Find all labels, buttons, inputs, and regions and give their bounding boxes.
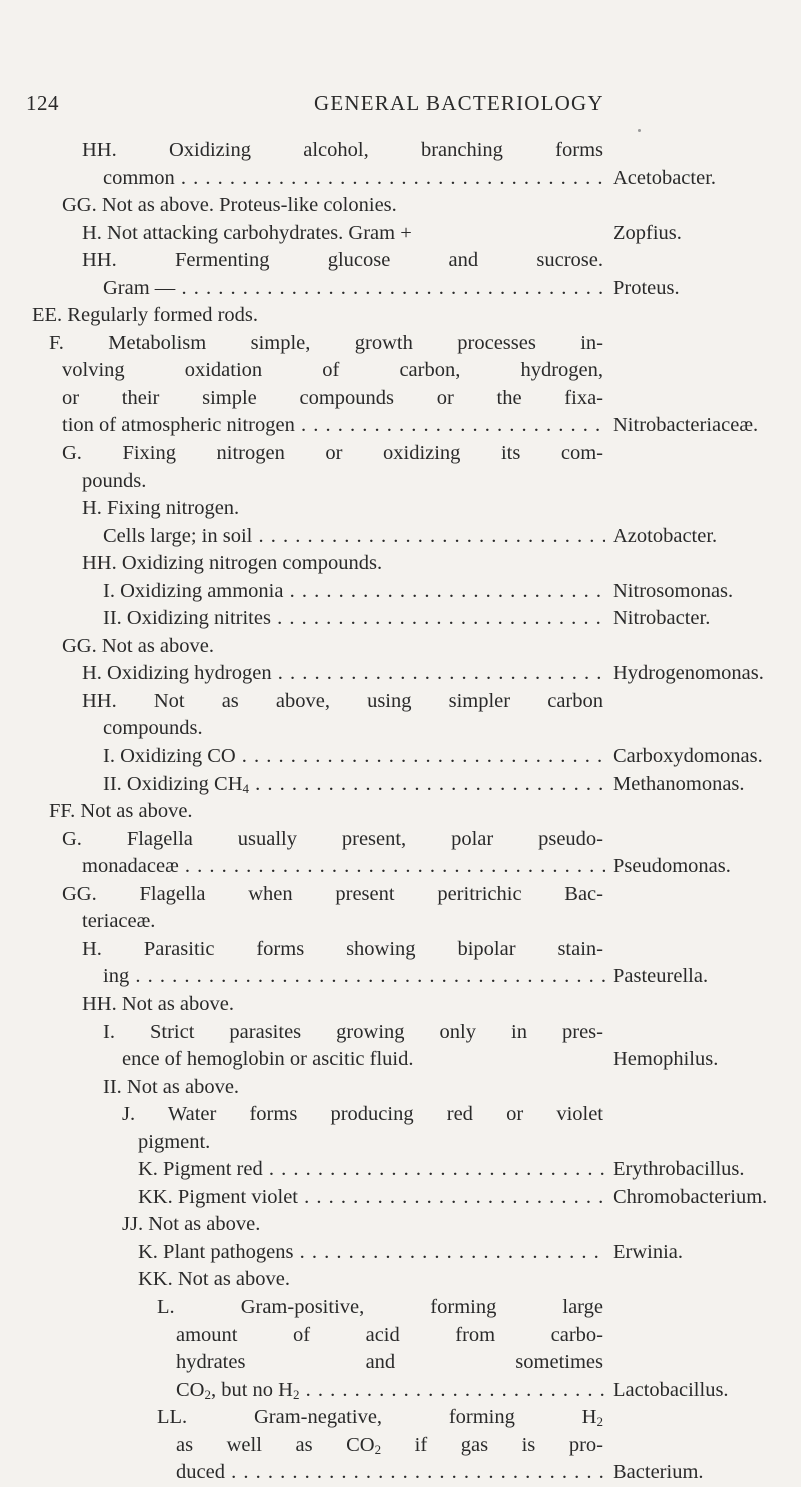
key-line bbox=[0, 302, 801, 330]
key-line bbox=[0, 991, 801, 1019]
key-text: H. Parasitic forms showing bipolar stain- bbox=[82, 937, 603, 960]
genus-name: Acetobacter. bbox=[609, 165, 716, 193]
key-text: if gas is pro- bbox=[381, 1433, 603, 1456]
key-line bbox=[0, 165, 801, 193]
key-line bbox=[0, 275, 801, 303]
genus-name: Nitrosomonas. bbox=[609, 578, 733, 606]
key-line-text bbox=[82, 660, 605, 688]
key-line bbox=[0, 1266, 801, 1294]
key-line bbox=[0, 357, 801, 385]
key-line bbox=[0, 1322, 801, 1350]
key-text: hydrates and sometimes bbox=[176, 1351, 603, 1374]
key-text: HH. Oxidizing alcohol, branching forms bbox=[82, 139, 603, 161]
classification-key bbox=[0, 137, 801, 1487]
subscript: 2 bbox=[596, 1414, 603, 1430]
key-line bbox=[0, 523, 801, 551]
key-line bbox=[0, 1129, 801, 1157]
key-line-text bbox=[49, 330, 603, 358]
genus-name: Hemophilus. bbox=[609, 1046, 718, 1074]
key-line bbox=[0, 1211, 801, 1239]
genus-name: Carboxydomonas. bbox=[609, 743, 763, 771]
key-line bbox=[0, 578, 801, 606]
key-text: L. Gram-positive, forming large bbox=[157, 1295, 603, 1318]
key-line-text bbox=[82, 853, 605, 881]
ink-speck bbox=[638, 129, 641, 132]
key-text: II. Oxidizing nitrites bbox=[103, 607, 271, 630]
key-line-text bbox=[49, 798, 193, 826]
key-text: CO bbox=[176, 1378, 205, 1401]
key-line-text bbox=[82, 137, 603, 165]
key-text: I. Strict parasites growing only in pres- bbox=[103, 1020, 603, 1043]
key-line-text bbox=[62, 385, 603, 413]
key-line-text bbox=[176, 1377, 605, 1405]
running-title: GENERAL BACTERIOLOGY bbox=[314, 91, 604, 115]
key-line bbox=[0, 137, 801, 165]
key-line bbox=[0, 495, 801, 523]
key-line bbox=[0, 1377, 801, 1405]
key-text: teriaceæ. bbox=[82, 910, 156, 933]
key-text: GG. Not as above. Proteus-like colonies. bbox=[62, 194, 397, 217]
key-line-text bbox=[62, 412, 605, 440]
key-line bbox=[0, 771, 801, 799]
key-line-text bbox=[103, 963, 605, 991]
key-line-text bbox=[62, 881, 603, 909]
key-line bbox=[0, 881, 801, 909]
key-line-text bbox=[82, 991, 234, 1019]
key-line-text bbox=[157, 1404, 603, 1432]
genus-name: Zopfius. bbox=[609, 220, 682, 248]
key-line bbox=[0, 330, 801, 358]
key-line bbox=[0, 385, 801, 413]
key-line-text bbox=[103, 605, 605, 633]
key-text: HH. Oxidizing nitrogen compounds. bbox=[82, 552, 383, 575]
key-line bbox=[0, 743, 801, 771]
key-line-text bbox=[82, 688, 603, 716]
key-text: LL. Gram-negative, forming H bbox=[157, 1406, 597, 1429]
key-line bbox=[0, 660, 801, 688]
key-text: K. Pigment red bbox=[138, 1158, 263, 1181]
key-line-text bbox=[62, 440, 603, 468]
key-line bbox=[0, 192, 801, 220]
key-line bbox=[0, 1184, 801, 1212]
key-line-text bbox=[122, 1046, 413, 1074]
key-line bbox=[0, 963, 801, 991]
key-line bbox=[0, 853, 801, 881]
key-text: II. Oxidizing CH bbox=[103, 772, 243, 795]
key-line-text bbox=[103, 523, 605, 551]
genus-name: Lactobacillus. bbox=[609, 1377, 729, 1405]
key-text: JJ. Not as above. bbox=[122, 1213, 261, 1236]
genus-name: Nitrobacteriaceæ. bbox=[609, 412, 758, 440]
key-text: FF. Not as above. bbox=[49, 800, 193, 823]
key-line bbox=[0, 1019, 801, 1047]
key-line-text bbox=[138, 1266, 290, 1294]
key-line bbox=[0, 715, 801, 743]
genus-name: Hydrogenomonas. bbox=[609, 660, 764, 688]
page-header bbox=[26, 91, 666, 121]
key-line bbox=[0, 936, 801, 964]
key-text: GG. Flagella when present peritrichic Bac- bbox=[62, 882, 603, 905]
key-line-text bbox=[157, 1294, 603, 1322]
key-text: HH. Not as above. bbox=[82, 992, 235, 1015]
key-text: GG. Not as above. bbox=[62, 634, 215, 657]
key-line bbox=[0, 440, 801, 468]
key-text: HH. Not as above, using simpler carbon bbox=[82, 689, 603, 712]
subscript: 4 bbox=[242, 780, 249, 796]
key-text: H. Not attacking carbohydrates. Gram + bbox=[82, 221, 412, 244]
key-line-text bbox=[32, 302, 258, 330]
key-line bbox=[0, 1074, 801, 1102]
key-line-text bbox=[82, 550, 382, 578]
subscript: 2 bbox=[374, 1441, 382, 1457]
key-line bbox=[0, 220, 801, 248]
key-line-text bbox=[138, 1239, 605, 1267]
key-text: tion of atmospheric nitrogen bbox=[62, 414, 295, 437]
key-text: pounds. bbox=[82, 469, 147, 492]
key-line bbox=[0, 468, 801, 496]
subscript: 2 bbox=[204, 1386, 211, 1402]
key-line bbox=[0, 688, 801, 716]
key-line bbox=[0, 633, 801, 661]
key-line-text bbox=[62, 357, 603, 385]
key-line-text bbox=[82, 495, 239, 523]
key-text: HH. Fermenting glucose and sucrose. bbox=[82, 249, 603, 272]
subscript: 2 bbox=[292, 1386, 300, 1402]
key-text: amount of acid from carbo- bbox=[176, 1323, 603, 1346]
key-line-text bbox=[82, 936, 603, 964]
key-line bbox=[0, 1404, 801, 1432]
genus-name: Pseudomonas. bbox=[609, 853, 731, 881]
key-text: I. Oxidizing ammonia bbox=[103, 579, 284, 602]
key-text: monadaceæ bbox=[82, 855, 179, 878]
key-line-text bbox=[82, 468, 146, 496]
key-line-text bbox=[103, 743, 605, 771]
key-line-text bbox=[138, 1129, 210, 1157]
key-text: volving oxidation of carbon, hydrogen, bbox=[62, 359, 603, 382]
key-line bbox=[0, 1459, 801, 1487]
key-line bbox=[0, 826, 801, 854]
key-line-text bbox=[122, 1101, 603, 1129]
key-text: KK. Not as above. bbox=[138, 1268, 291, 1291]
key-line-text bbox=[176, 1322, 603, 1350]
key-text: ing bbox=[103, 965, 130, 988]
key-text: G. Fixing nitrogen or oxidizing its com- bbox=[62, 442, 603, 465]
key-text: common bbox=[103, 166, 175, 189]
key-line bbox=[0, 798, 801, 826]
key-line-text bbox=[103, 1019, 603, 1047]
key-line-text bbox=[103, 165, 605, 193]
key-text: F. Metabolism simple, growth processes in- bbox=[49, 331, 603, 354]
key-text: KK. Pigment violet bbox=[138, 1185, 299, 1208]
key-line bbox=[0, 550, 801, 578]
genus-name: Azotobacter. bbox=[609, 523, 717, 551]
key-text: I. Oxidizing CO bbox=[103, 745, 236, 768]
key-text: H. Fixing nitrogen. bbox=[82, 497, 240, 520]
genus-name: Erwinia. bbox=[609, 1239, 683, 1267]
key-line-text bbox=[176, 1432, 603, 1460]
key-line bbox=[0, 412, 801, 440]
key-line-text bbox=[82, 220, 412, 248]
genus-name: Nitrobacter. bbox=[609, 605, 710, 633]
key-text: , but no H bbox=[210, 1378, 293, 1401]
key-text: as well as CO bbox=[176, 1433, 375, 1456]
key-line-text bbox=[103, 1074, 239, 1102]
key-line-text bbox=[138, 1184, 605, 1212]
key-text: compounds. bbox=[103, 717, 203, 740]
key-line bbox=[0, 908, 801, 936]
genus-name: Bacterium. bbox=[609, 1459, 704, 1487]
key-text: H. Oxidizing hydrogen bbox=[82, 662, 272, 685]
key-line-text bbox=[103, 275, 605, 303]
key-text: J. Water forms producing red or violet bbox=[122, 1103, 603, 1126]
key-line bbox=[0, 1239, 801, 1267]
key-text: Cells large; in soil bbox=[103, 524, 253, 547]
key-line bbox=[0, 1432, 801, 1460]
key-text: duced bbox=[176, 1461, 225, 1484]
key-line bbox=[0, 605, 801, 633]
key-line-text bbox=[103, 578, 605, 606]
genus-name: Pasteurella. bbox=[609, 963, 708, 991]
key-text: or their simple compounds or the fixa- bbox=[62, 386, 603, 409]
key-line bbox=[0, 1046, 801, 1074]
key-line-text bbox=[62, 633, 214, 661]
key-line-text bbox=[138, 1156, 605, 1184]
key-line-text bbox=[176, 1349, 603, 1377]
key-line-text bbox=[176, 1459, 605, 1487]
key-text: II. Not as above. bbox=[103, 1075, 240, 1098]
key-text: K. Plant pathogens bbox=[138, 1240, 294, 1263]
key-text: ence of hemoglobin or ascitic fluid. bbox=[122, 1048, 414, 1071]
genus-name: Erythrobacillus. bbox=[609, 1156, 745, 1184]
page-number: 124 bbox=[26, 91, 59, 115]
key-line-text bbox=[122, 1211, 260, 1239]
key-text: pigment. bbox=[138, 1130, 211, 1153]
key-line-text bbox=[62, 192, 397, 220]
key-line-text bbox=[62, 826, 603, 854]
key-line bbox=[0, 247, 801, 275]
genus-name: Methanomonas. bbox=[609, 771, 745, 799]
key-line-text bbox=[82, 247, 603, 275]
key-line bbox=[0, 1294, 801, 1322]
key-text: G. Flagella usually present, polar pseudo- bbox=[62, 827, 603, 850]
key-line bbox=[0, 1101, 801, 1129]
key-line-text bbox=[103, 771, 605, 799]
key-line-text bbox=[82, 908, 155, 936]
genus-name: Chromobacterium. bbox=[609, 1184, 767, 1212]
key-text: EE. Regularly formed rods. bbox=[32, 304, 259, 327]
genus-name: Proteus. bbox=[609, 275, 680, 303]
key-line bbox=[0, 1156, 801, 1184]
key-text: Gram — bbox=[103, 276, 176, 299]
key-line bbox=[0, 1349, 801, 1377]
key-line-text bbox=[103, 715, 203, 743]
